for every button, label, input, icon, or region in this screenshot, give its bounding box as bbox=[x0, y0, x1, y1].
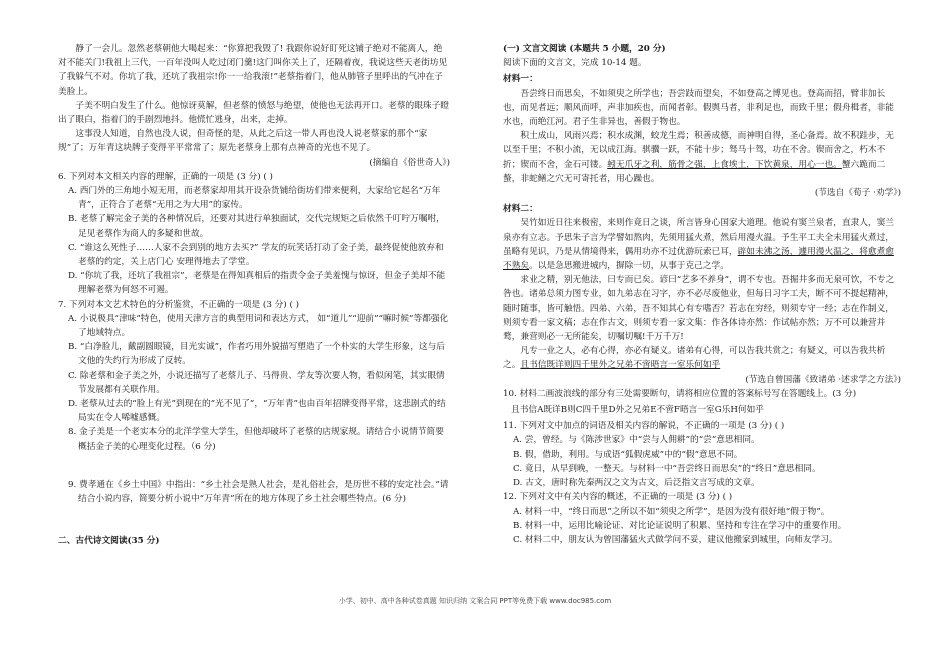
passage-source: (摘编自《俗世奇人》) bbox=[369, 157, 450, 168]
option-d: D. 老蔡从过去的“脸上有光”到现在的“光不见了”，“万年青”也由百年招牌变得平常，这悲剧式的结局实在令人唏嘘感慨。 bbox=[68, 399, 446, 424]
passage-paragraph: 子美不明白发生了什么。他惊讶莫解，但老蔡的愤怒与绝望，使他也无法再开口。老蔡的眼珠子瞪出了眼白，指着门的手剧烈地抖。他慌忙逃身，出来，走掉。 bbox=[58, 100, 449, 126]
option-b: B. 材料一中，运用比喻论证、对比论证说明了积累、坚持和专注在学习中的重要作用。 bbox=[513, 520, 847, 531]
option-a: A. 尝，曾经。与《陈涉世家》中“尝与人佣耕”的“尝”意思相同。 bbox=[513, 435, 760, 446]
answer-space bbox=[58, 506, 450, 530]
option-c: C. “谁这么死性子……人家不会到别的地方去买?” 学友的玩笑话打动了金子美，最终促使他放弃和老蔡的约定，关上店门心 安理得地去了学堂。 bbox=[68, 242, 444, 268]
material-source: (节选自《荀子 ·劝学》) bbox=[814, 188, 901, 199]
option-a: A. 小说极具“津味”特色，使用天津方言的典型用词和表达方式， 如“道儿”“迎前”“嘛时候”等都强化了地域特点。 bbox=[68, 313, 449, 339]
text-span: 蟹六跪而二螯，非蛇鳝之穴无可寄托者，用心躁也。 bbox=[503, 159, 886, 184]
option-d: D. “你坑了我，还坑了我祖宗”，老蔡是在得知真相后的指责令金子美羞愧与惊讶，但金子美却不能理解老蔡为何怒不可遏。 bbox=[68, 271, 446, 296]
question-stem: 10. 材料二画波浪线的部分有三处需要断句，请将相应位置的答案标号写在答题线上。(3 分) bbox=[503, 388, 857, 399]
underlined-sentence: 辟如未沸之汤，遽用漫火温之，将愈煮愈不熟矣 bbox=[503, 246, 894, 272]
question-stem: 11. 下列对文中加点的词语及相关内容的解说，不正确的一项是 (3 分) ( ) bbox=[503, 421, 785, 432]
material-1-label: 材料一： bbox=[503, 74, 538, 85]
passage-paragraph: 这事没人知道，自然也没人说，但奇怪的是，从此之后这一带人再也没人说老蔡家的那个“家规”了；万年青这块牌子变得平平常常了；原先老蔡身上那有点神奇的光也不见了。 bbox=[58, 129, 428, 154]
option-b: B. “白净脸儿，戴副圆眼镜，目光实诚”，作者巧用外貌描写塑造了一个朴实的大学生形象，这与后文他的失约行为形成了反转。 bbox=[68, 342, 445, 367]
wavy-underlined-sentence: 且书信既详则四千里外之兄弟不啻晤言一室乐何如乎 bbox=[520, 360, 721, 371]
underlined-sentence: 蚓无爪牙之利，筋骨之强，上食埃土，下饮黄泉，用心一也。 bbox=[607, 159, 842, 170]
question-10 bbox=[503, 387, 901, 417]
question-stem: 7. 下列对本文艺术特色的分析鉴赏，不正确的一项是 (3 分) ( ) bbox=[58, 299, 299, 310]
option-a: A. 西门外的三角地小短无用，而老蔡家却用其开设杂货铺给街坊们带来便利，大家给它起名“万年青”，正符合了老蔡“无用之为大用”的家传。 bbox=[68, 186, 441, 211]
material-paragraph: 求业之精，别无他法，曰专而已矣。谚曰“艺多不养身”，谓不专也。吾掘井多而无泉可饮，不专之咎也。诸弟总须力图专业，如九弟志在习字，亦不必尽废他业，但每日习字工夫，断不可不提起精神，随时随事，皆可触悟。四弟、六弟，吾不知其心有专嗜否？若志在穷经，则须专守一经；志在作制义，则须专看一家文稿；志在作古文，则须专看一家文集：作各体诗亦然：作试帖亦然；万不可以兼营并鹜，兼营则必一无所能矣，切嘱切嘱!千万千万! bbox=[503, 275, 895, 343]
question-stem: 6. 下列对本文相关内容的理解，正确的一项是 (3 分) ( ) bbox=[58, 171, 273, 182]
section-heading: 二、古代诗文阅读(35 分) bbox=[58, 536, 160, 547]
section-title: (一) 文言文阅读 (本题共 5 小题，20 分) bbox=[503, 44, 666, 54]
right-column bbox=[503, 42, 901, 547]
text-span: 凡专一业之人，必有心得，亦必有疑义。诸弟有心得，可以告我共赏之；有疑义，可以告我共析之。 bbox=[503, 346, 886, 371]
material-paragraph: 吾尝终日而思矣，不如须臾之所学也；吾尝跂而望矣，不如登高之博见也。登高而招，臂非加长也，而见者远；顺风而呼，声非加疾也，而闻者彰。假舆马者，非利足也，而致千里；假舟楫者，非能水也，而绝江河。君子生非异也，善假于物也。 bbox=[503, 88, 894, 128]
text-span: 吴竹如近日往来极密，来则作竟日之谈，所言皆身心国家大道理。他说有窦兰泉者，直隶人，窦兰泉亦有立志。予思朱子言为学譬如熬肉，先须用猛火煮，然后用漫火温。予生平工夫全未用猛火煮过，虽略有见识，乃是从情境得来，偶用功亦不过优游玩索已耳， bbox=[503, 218, 894, 257]
answer-space bbox=[58, 454, 450, 478]
question-8: 8. 金子美是一个老实本分的北洋学堂大学生，但他却破坏了老蔡的店规家规。请结合小说情节简要概括金子美的心理变化过程。（6 分) bbox=[68, 427, 444, 452]
text-span: 。以是急思搬进城内，摒除一切，从事于克己之学。 bbox=[529, 261, 729, 272]
option-a: A. 材料一中，“终日而思”之所以不如“须臾之所学”，是因为没有很好地“假于物”。 bbox=[513, 506, 830, 517]
option-c: C. 除老蔡和金子美之外，小说还描写了老蔡儿子、马得贵、学友等次要人物，看似闲笔，其实眼情节发展都有关联作用。 bbox=[68, 370, 445, 395]
left-column bbox=[58, 42, 450, 549]
material-paragraph bbox=[503, 216, 901, 273]
material-paragraph bbox=[503, 129, 901, 186]
question-11 bbox=[503, 419, 901, 490]
option-b: B. 老蔡了解完金子美的各种情况后，还要对其进行单独面试，交代完规矩之后依然千叮咛万嘱咐，足见老蔡作为商人的多疑和世故。 bbox=[68, 214, 445, 239]
text-span: 积土成山，风雨兴焉；积水成渊，蛟龙生焉；积善成德，而神明自得，圣心备焉。故不积跬步，无以至千里；不积小流，无以成江海。骐骥一跃，不能十步；驽马十驾，功在不舍。锲而舍之，朽木不折；锲而不舍，金石可镂。 bbox=[503, 131, 894, 170]
question-7 bbox=[58, 298, 450, 426]
page-footer: 小学、初中、高中各种试卷真题 知识归纳 文案合同 PPT等免费下载 www.doc985.com bbox=[338, 597, 612, 605]
question-stem: 12. 下列对文中有关内容的概述，不正确的一项是 (3 分) ( ) bbox=[503, 492, 733, 503]
option-d: D. 古文，唐时称先秦两汉之文为古文，后泛指文言写成的文章。 bbox=[513, 478, 760, 489]
material-paragraph bbox=[503, 344, 901, 372]
material-source: (节选自曾国藩《致诸弟 ·述求学之方法》) bbox=[745, 374, 901, 385]
punctuation-line: 且书信A既详B则C四千里D外之兄弟E不啻F晤言一室G乐H何如乎 bbox=[511, 405, 764, 416]
option-c: C. 竟日，从早到晚，一整天。与材料一中“吾尝终日而思矣”的“终日”意思相同。 bbox=[513, 463, 821, 474]
passage-paragraph: 静了一会儿。忽然老蔡朝他大喝起来：“你算把我毁了! 我跟你说好盯死这铺子绝对不能离人，绝对不能关门!我祖上三代，一百年没叫人吃过闭门羹!这门叫你关上了，还隔着夜，我说这些天老街坊见了我躲气不对。你坑了我，还坑了我祖宗!你一一给我滚!”老蔡指着门，他从肺管子里呼出的气冲在子美脸上。 bbox=[58, 44, 448, 97]
option-b: B. 假，借助，利用。与成语“狐假虎威”中的“假”意思不同。 bbox=[513, 449, 743, 460]
question-9: 9. 费孝通在《乡土中国》中指出：“乡土社会是熟人社会，是礼俗社会，是历世不移的安定社会。”请结合小说内容，简要分析小说中“万年青”所在的地方体现了乡土社会哪些特点。(6 分) bbox=[68, 479, 449, 505]
question-12 bbox=[503, 490, 901, 547]
material-2-label: 材料二： bbox=[503, 204, 538, 215]
instructions: 阅读下面的文言文，完成 10-14 题。 bbox=[503, 58, 647, 69]
question-6 bbox=[58, 170, 450, 298]
option-c: C. 材料二中，朋友认为曾国藩猛火式做学问不妥，建议他搬家到城里，向师友学习。 bbox=[513, 534, 838, 545]
